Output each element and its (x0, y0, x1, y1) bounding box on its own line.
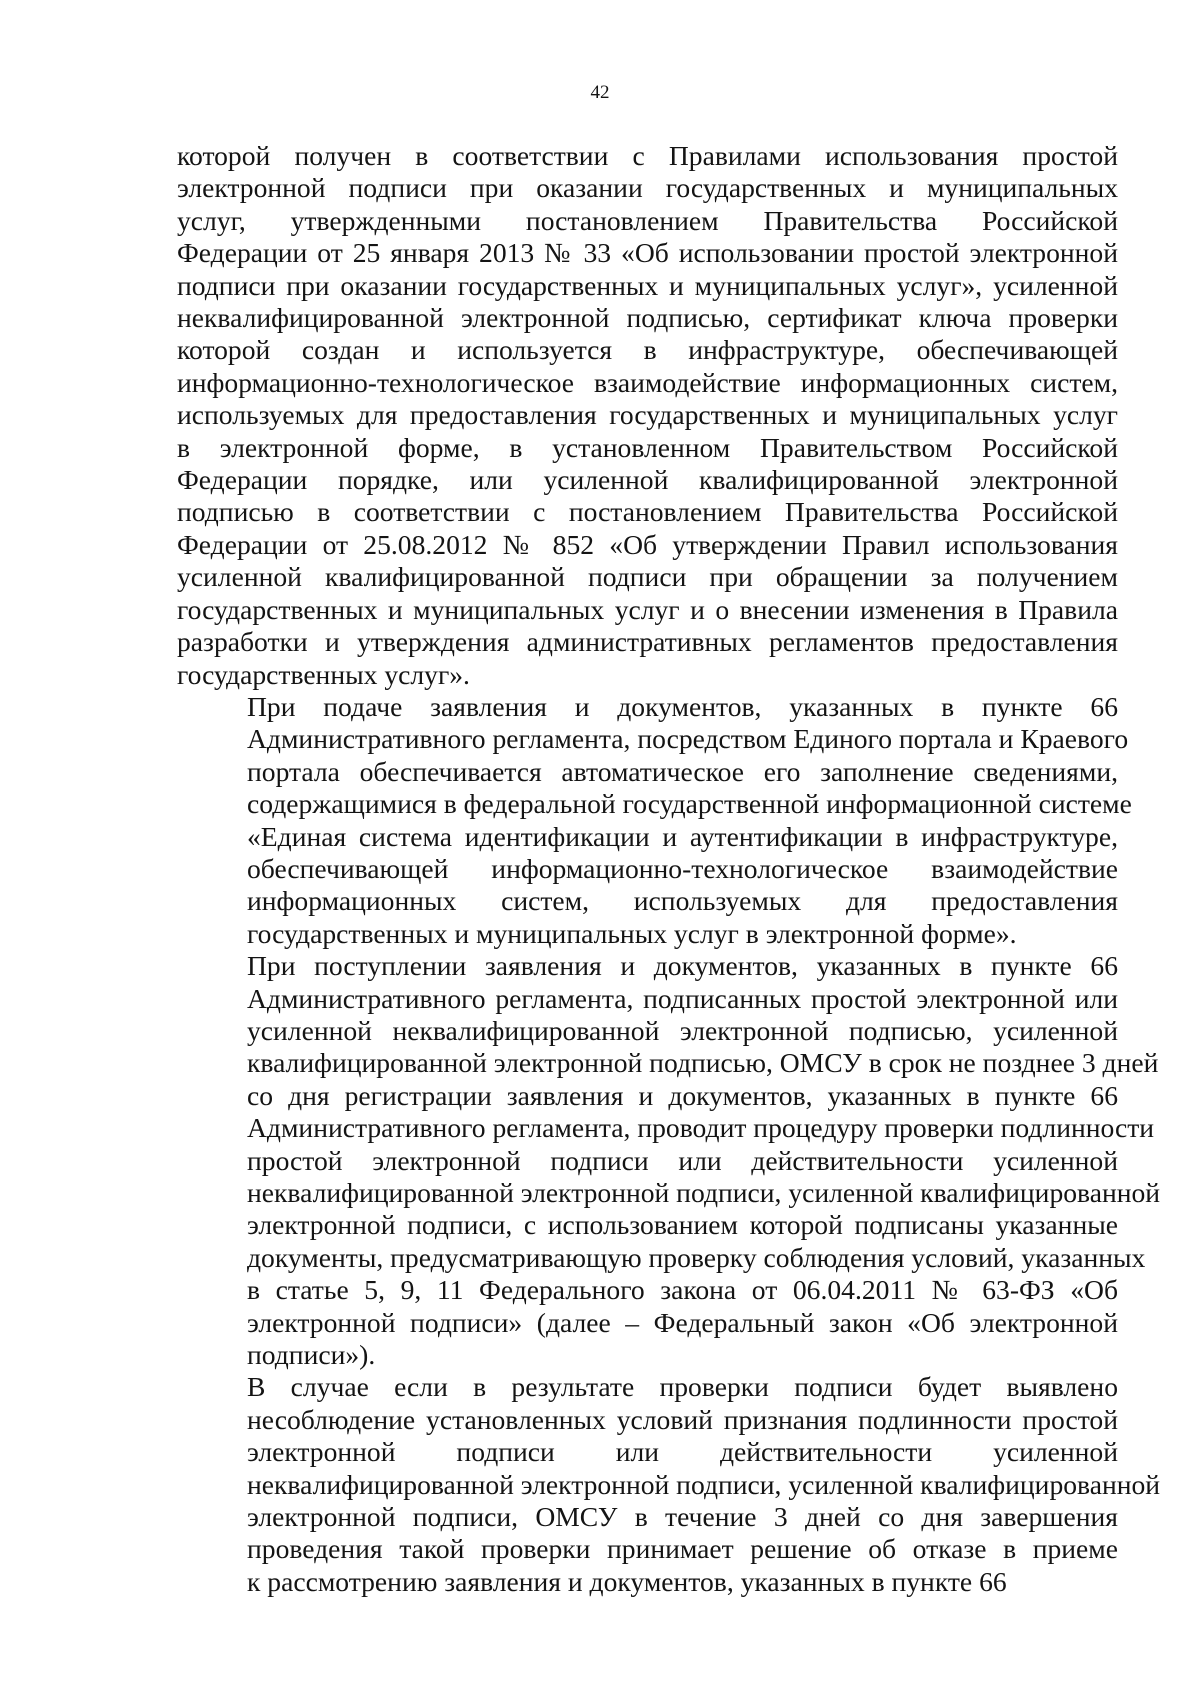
text-line: государственных услуг». (177, 658, 470, 690)
text-line: При подаче заявления и документов, указанных в пункте 66 (247, 690, 1118, 722)
text-line: портала обеспечивается автоматическое его заполнение сведениями, (247, 755, 1118, 787)
text-line: которой получен в соответствии с Правилами использования простой (177, 140, 1118, 171)
paragraph (177, 1371, 1161, 1598)
text-line: усиленной квалифицированной подписи при обращении за получением (177, 561, 1118, 593)
document-body (177, 140, 1161, 1598)
text-line: электронной подписи» (далее – Федеральный закон «Об электронной (247, 1306, 1118, 1338)
text-line: подписи при оказании государственных и муниципальных услуг», усиленной (177, 269, 1118, 301)
text-line: Административного регламента, проводит процедуру проверки подлинности (247, 1112, 1155, 1144)
text-line: неквалифицированной электронной подписью, сертификат ключа проверки (177, 302, 1118, 334)
text-line: неквалифицированной электронной подписи, усиленной квалифицированной (247, 1468, 1161, 1500)
text-line: подписи»). (247, 1339, 376, 1371)
text-line: Административного регламента, подписанных простой электронной или (247, 982, 1118, 1014)
text-line: В случае если в результате проверки подписи будет выявлено (247, 1371, 1118, 1403)
text-line: к рассмотрению заявления и документов, указанных в пункте 66 (247, 1565, 1007, 1597)
text-line: несоблюдение установленных условий признания подлинности простой (247, 1403, 1118, 1435)
text-line: простой электронной подписи или действительности усиленной (247, 1144, 1118, 1176)
text-line: При поступлении заявления и документов, указанных в пункте 66 (247, 950, 1118, 982)
text-line: подписью в соответствии с постановлением Правительства Российской (177, 496, 1118, 528)
text-line: усиленной неквалифицированной электронной подписью, усиленной (247, 1014, 1118, 1046)
paragraph (177, 140, 1118, 691)
text-line: содержащимися в федеральной государственной информационной системе (247, 788, 1132, 820)
text-line: государственных и муниципальных услуг и о внесении изменения в Правила (177, 593, 1118, 625)
text-line: используемых для предоставления государственных и муниципальных услуг (177, 399, 1118, 431)
text-line: неквалифицированной электронной подписи, усиленной квалифицированной (247, 1177, 1161, 1208)
text-line: со дня регистрации заявления и документов, указанных в пункте 66 (247, 1079, 1118, 1111)
text-line: проведения такой проверки принимает решение об отказе в приеме (247, 1533, 1118, 1565)
page-number: 42 (590, 82, 610, 103)
text-line: информационно-технологическое взаимодействие информационных систем, (177, 366, 1118, 398)
paragraph (177, 950, 1161, 1371)
text-line: Федерации от 25.08.2012 № 852 «Об утверждении Правил использования (177, 528, 1118, 560)
text-line: «Единая система идентификации и аутентификации в инфраструктуре, (247, 820, 1118, 852)
paragraph (177, 690, 1132, 950)
text-line: электронной подписи или действительности усиленной (247, 1436, 1118, 1468)
text-line: квалифицированной электронной подписью, ОМСУ в срок не позднее 3 дней (247, 1047, 1159, 1079)
text-line: Административного регламента, посредством Единого портала и Краевого (247, 723, 1129, 755)
text-line: государственных и муниципальных услуг в электронной форме». (247, 917, 1017, 949)
text-line: услуг, утвержденными постановлением Правительства Российской (177, 204, 1118, 236)
text-line: Федерации от 25 января 2013 № 33 «Об использовании простой электронной (177, 237, 1118, 269)
text-line: электронной подписи, ОМСУ в течение 3 дней со дня завершения (247, 1501, 1118, 1533)
text-line: электронной подписи, с использованием которой подписаны указанные (247, 1209, 1118, 1241)
text-line: информационных систем, используемых для предоставления (247, 885, 1118, 917)
text-line: обеспечивающей информационно-технологическое взаимодействие (247, 852, 1118, 884)
text-line: которой создан и используется в инфраструктуре, обеспечивающей (177, 334, 1118, 366)
text-line: Федерации порядке, или усиленной квалифицированной электронной (177, 464, 1118, 496)
text-line: разработки и утверждения административных регламентов предоставления (177, 626, 1118, 658)
text-line: в статье 5, 9, 11 Федерального закона от 06.04.2011 № 63-ФЗ «Об (247, 1274, 1118, 1306)
text-line: в электронной форме, в установленном Правительством Российской (177, 431, 1118, 463)
text-line: электронной подписи при оказании государственных и муниципальных (177, 172, 1118, 204)
text-line: документы, предусматривающую проверку соблюдения условий, указанных (247, 1241, 1146, 1273)
